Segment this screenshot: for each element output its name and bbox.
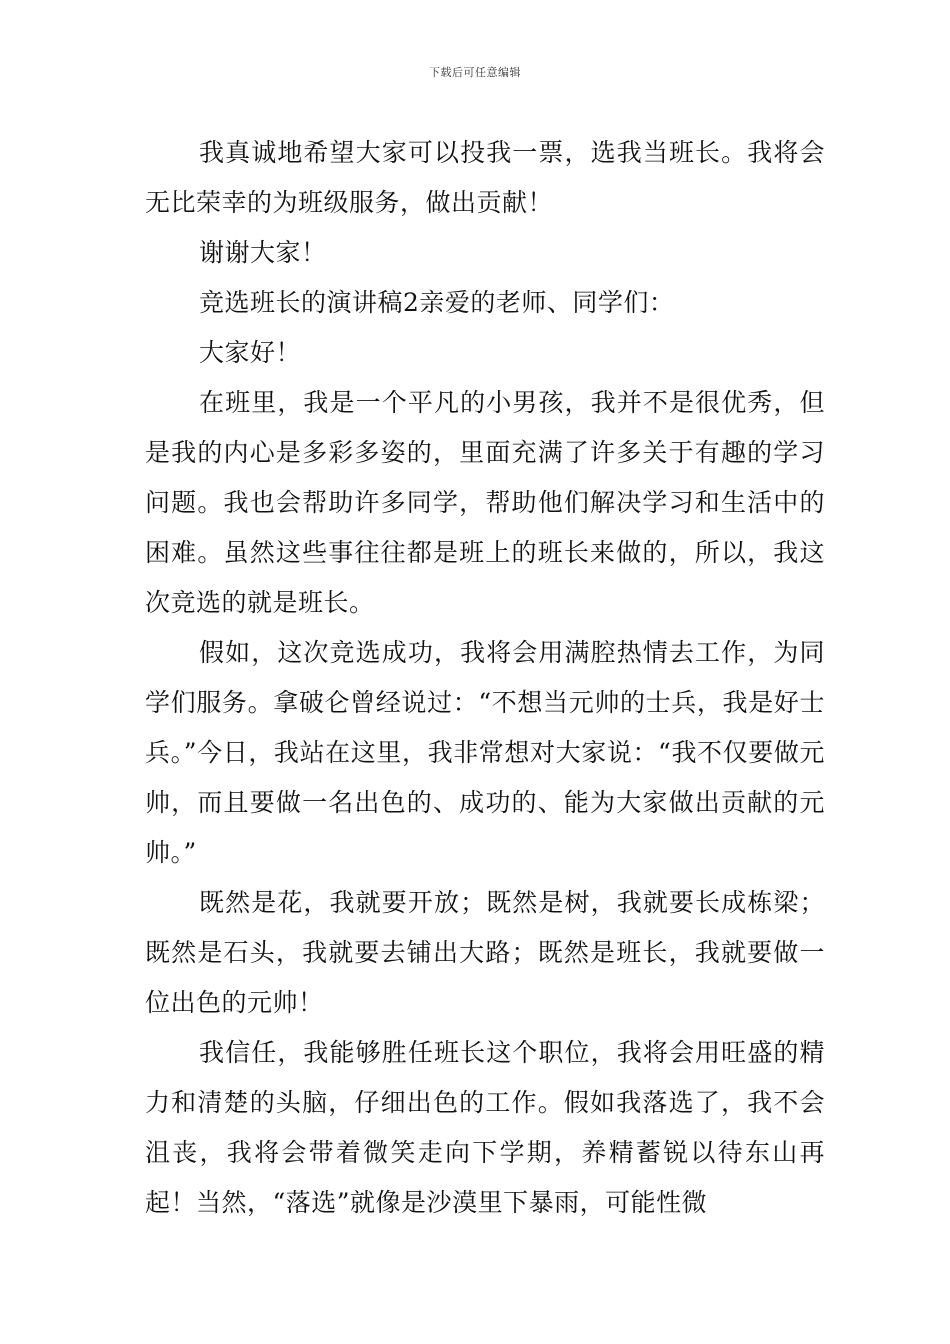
paragraph: 竞选班长的演讲稿2亲爱的老师、同学们： bbox=[199, 288, 675, 317]
paragraph: 我信任，我能够胜任班长这个职位，我将会用旺盛的精力和清楚的头脑，仔细出色的工作。假如我落选了，我不会沮丧，我将会带着微笑走向下学期，养精蓄锐以待东山再起！当然，“落选”就像是沙漠里下暴雨，可能性微 bbox=[145, 1038, 825, 1217]
document-body bbox=[145, 128, 825, 1228]
paragraph: 既然是花，我就要开放；既然是树，我就要长成栋梁；既然是石头，我就要去铺出大路；既然是班长，我就要做一位出色的元帅！ bbox=[145, 888, 825, 1017]
paragraph: 在班里，我是一个平凡的小男孩，我并不是很优秀，但是我的内心是多彩多姿的，里面充满了许多关于有趣的学习问题。我也会帮助许多同学，帮助他们解决学习和生活中的困难。虽然这些事往往都是班上的班长来做的，所以，我这次竞选的就是班长。 bbox=[145, 388, 825, 617]
page-header: 下载后可任意编辑 bbox=[429, 66, 521, 79]
paragraph: 我真诚地希望大家可以投我一票，选我当班长。我将会无比荣幸的为班级服务，做出贡献！ bbox=[145, 138, 825, 217]
paragraph: 谢谢大家！ bbox=[199, 238, 327, 267]
paragraph: 大家好！ bbox=[199, 338, 302, 367]
paragraph: 假如，这次竞选成功，我将会用满腔热情去工作，为同学们服务。拿破仑曾经说过：“不想当元帅的士兵，我是好士兵。”今日，我站在这里，我非常想对大家说：“我不仅要做元帅，而且要做一名出色的、成功的、能为大家做出贡献的元帅。” bbox=[145, 638, 825, 867]
